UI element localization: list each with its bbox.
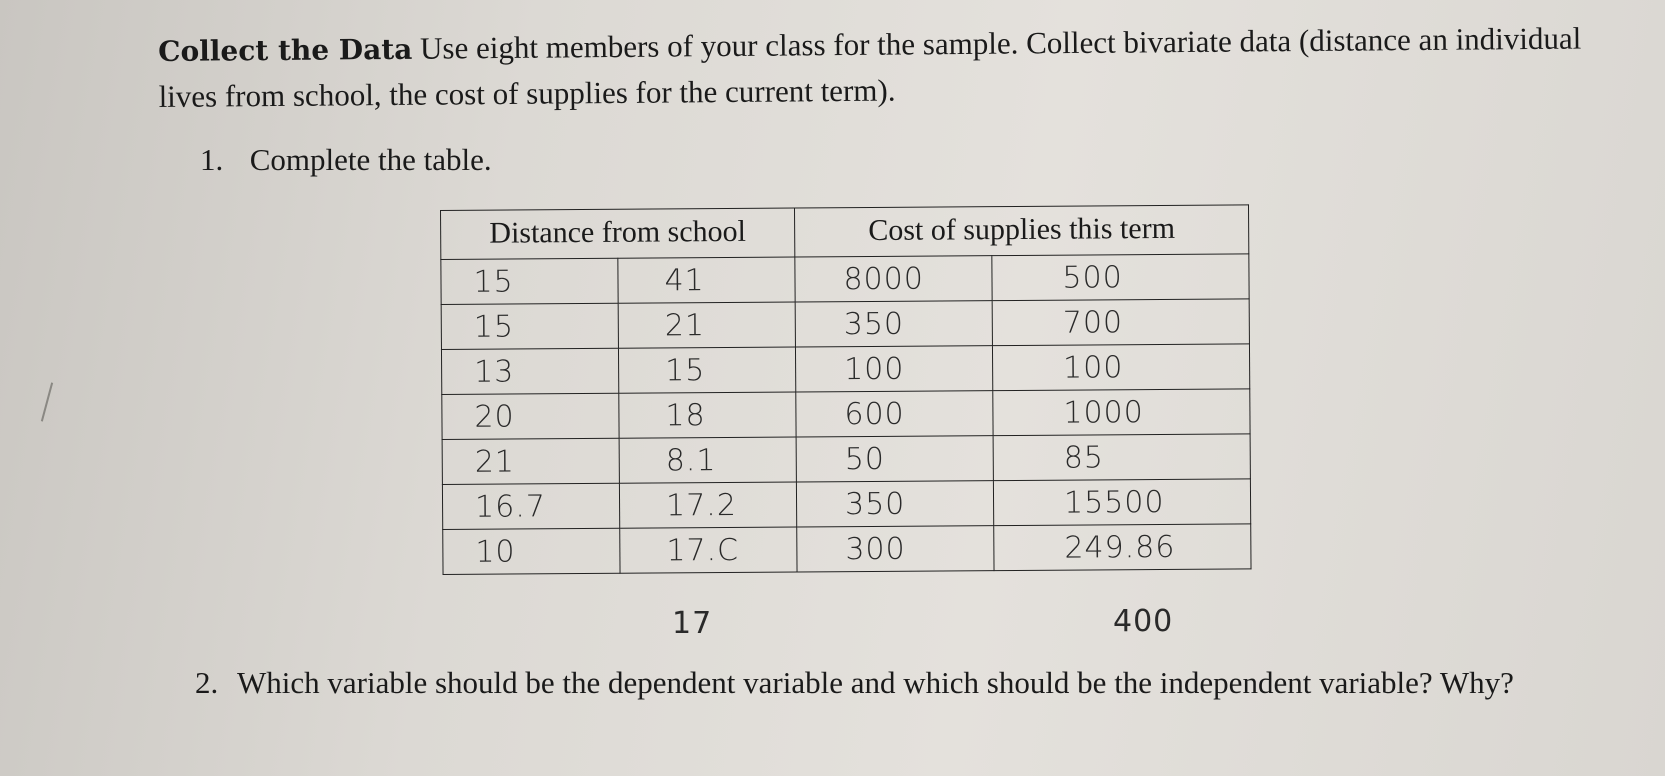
distance-cell: 41 — [618, 257, 795, 303]
table-row — [443, 524, 1251, 575]
cost-cell: 85 — [993, 434, 1250, 481]
question-2 — [195, 660, 1595, 706]
cost-cell: 1000 — [993, 389, 1250, 436]
cost-cell: 100 — [795, 346, 992, 392]
table-row — [441, 299, 1249, 350]
distance-cell: 18 — [619, 392, 796, 438]
cost-cell: 8000 — [795, 256, 992, 302]
distance-cell: 17.C — [620, 527, 797, 573]
cost-cell: 100 — [992, 344, 1249, 391]
pencil-mark — [41, 382, 53, 421]
distance-cell: 16.7 — [442, 483, 619, 529]
distance-cell: 15 — [618, 347, 795, 393]
extra-cost-value: 400 — [1113, 604, 1174, 639]
cost-cell: 50 — [796, 436, 993, 482]
table-row — [442, 434, 1250, 485]
distance-cell: 13 — [441, 348, 618, 394]
cost-cell: 600 — [796, 391, 993, 437]
cost-cell: 249.86 — [994, 524, 1251, 571]
distance-cell: 10 — [443, 528, 620, 574]
question-1-number: 1. — [200, 142, 224, 177]
intro-paragraph — [158, 15, 1599, 119]
table-row — [442, 479, 1250, 530]
distance-cell: 17.2 — [619, 482, 796, 528]
table-row — [441, 254, 1249, 305]
cost-cell: 15500 — [993, 479, 1250, 526]
distance-cell: 21 — [442, 438, 619, 484]
question-1-text: Complete the table. — [249, 142, 492, 177]
cost-cell: 300 — [797, 526, 994, 572]
cost-cell: 700 — [992, 299, 1249, 346]
intro-lead: Collect the Data — [158, 32, 413, 68]
header-cost: Cost of supplies this term — [794, 205, 1248, 257]
distance-cell: 15 — [441, 258, 618, 304]
extra-distance-value: 17 — [672, 606, 713, 641]
distance-cell: 15 — [441, 303, 618, 349]
distance-cell: 21 — [618, 302, 795, 348]
distance-cell: 8.1 — [619, 437, 796, 483]
intro-text: Use eight members of your class for the sample. Collect bivariate data (distance an individual lives from school, the cost of supplies for the current term). — [158, 20, 1582, 114]
table-header-row — [441, 205, 1249, 260]
distance-cell: 20 — [442, 393, 619, 439]
question-2-text: Which variable should be the dependent variable and which should be the independent variable? Why? — [237, 665, 1514, 700]
table-row — [442, 389, 1250, 440]
data-table — [440, 204, 1252, 575]
cost-cell: 350 — [795, 301, 992, 347]
cost-cell: 500 — [992, 254, 1249, 301]
cost-cell: 350 — [796, 481, 993, 527]
question-2-number: 2. — [195, 665, 219, 700]
header-distance: Distance from school — [441, 208, 795, 259]
question-1 — [200, 142, 492, 178]
table-row — [441, 344, 1249, 395]
